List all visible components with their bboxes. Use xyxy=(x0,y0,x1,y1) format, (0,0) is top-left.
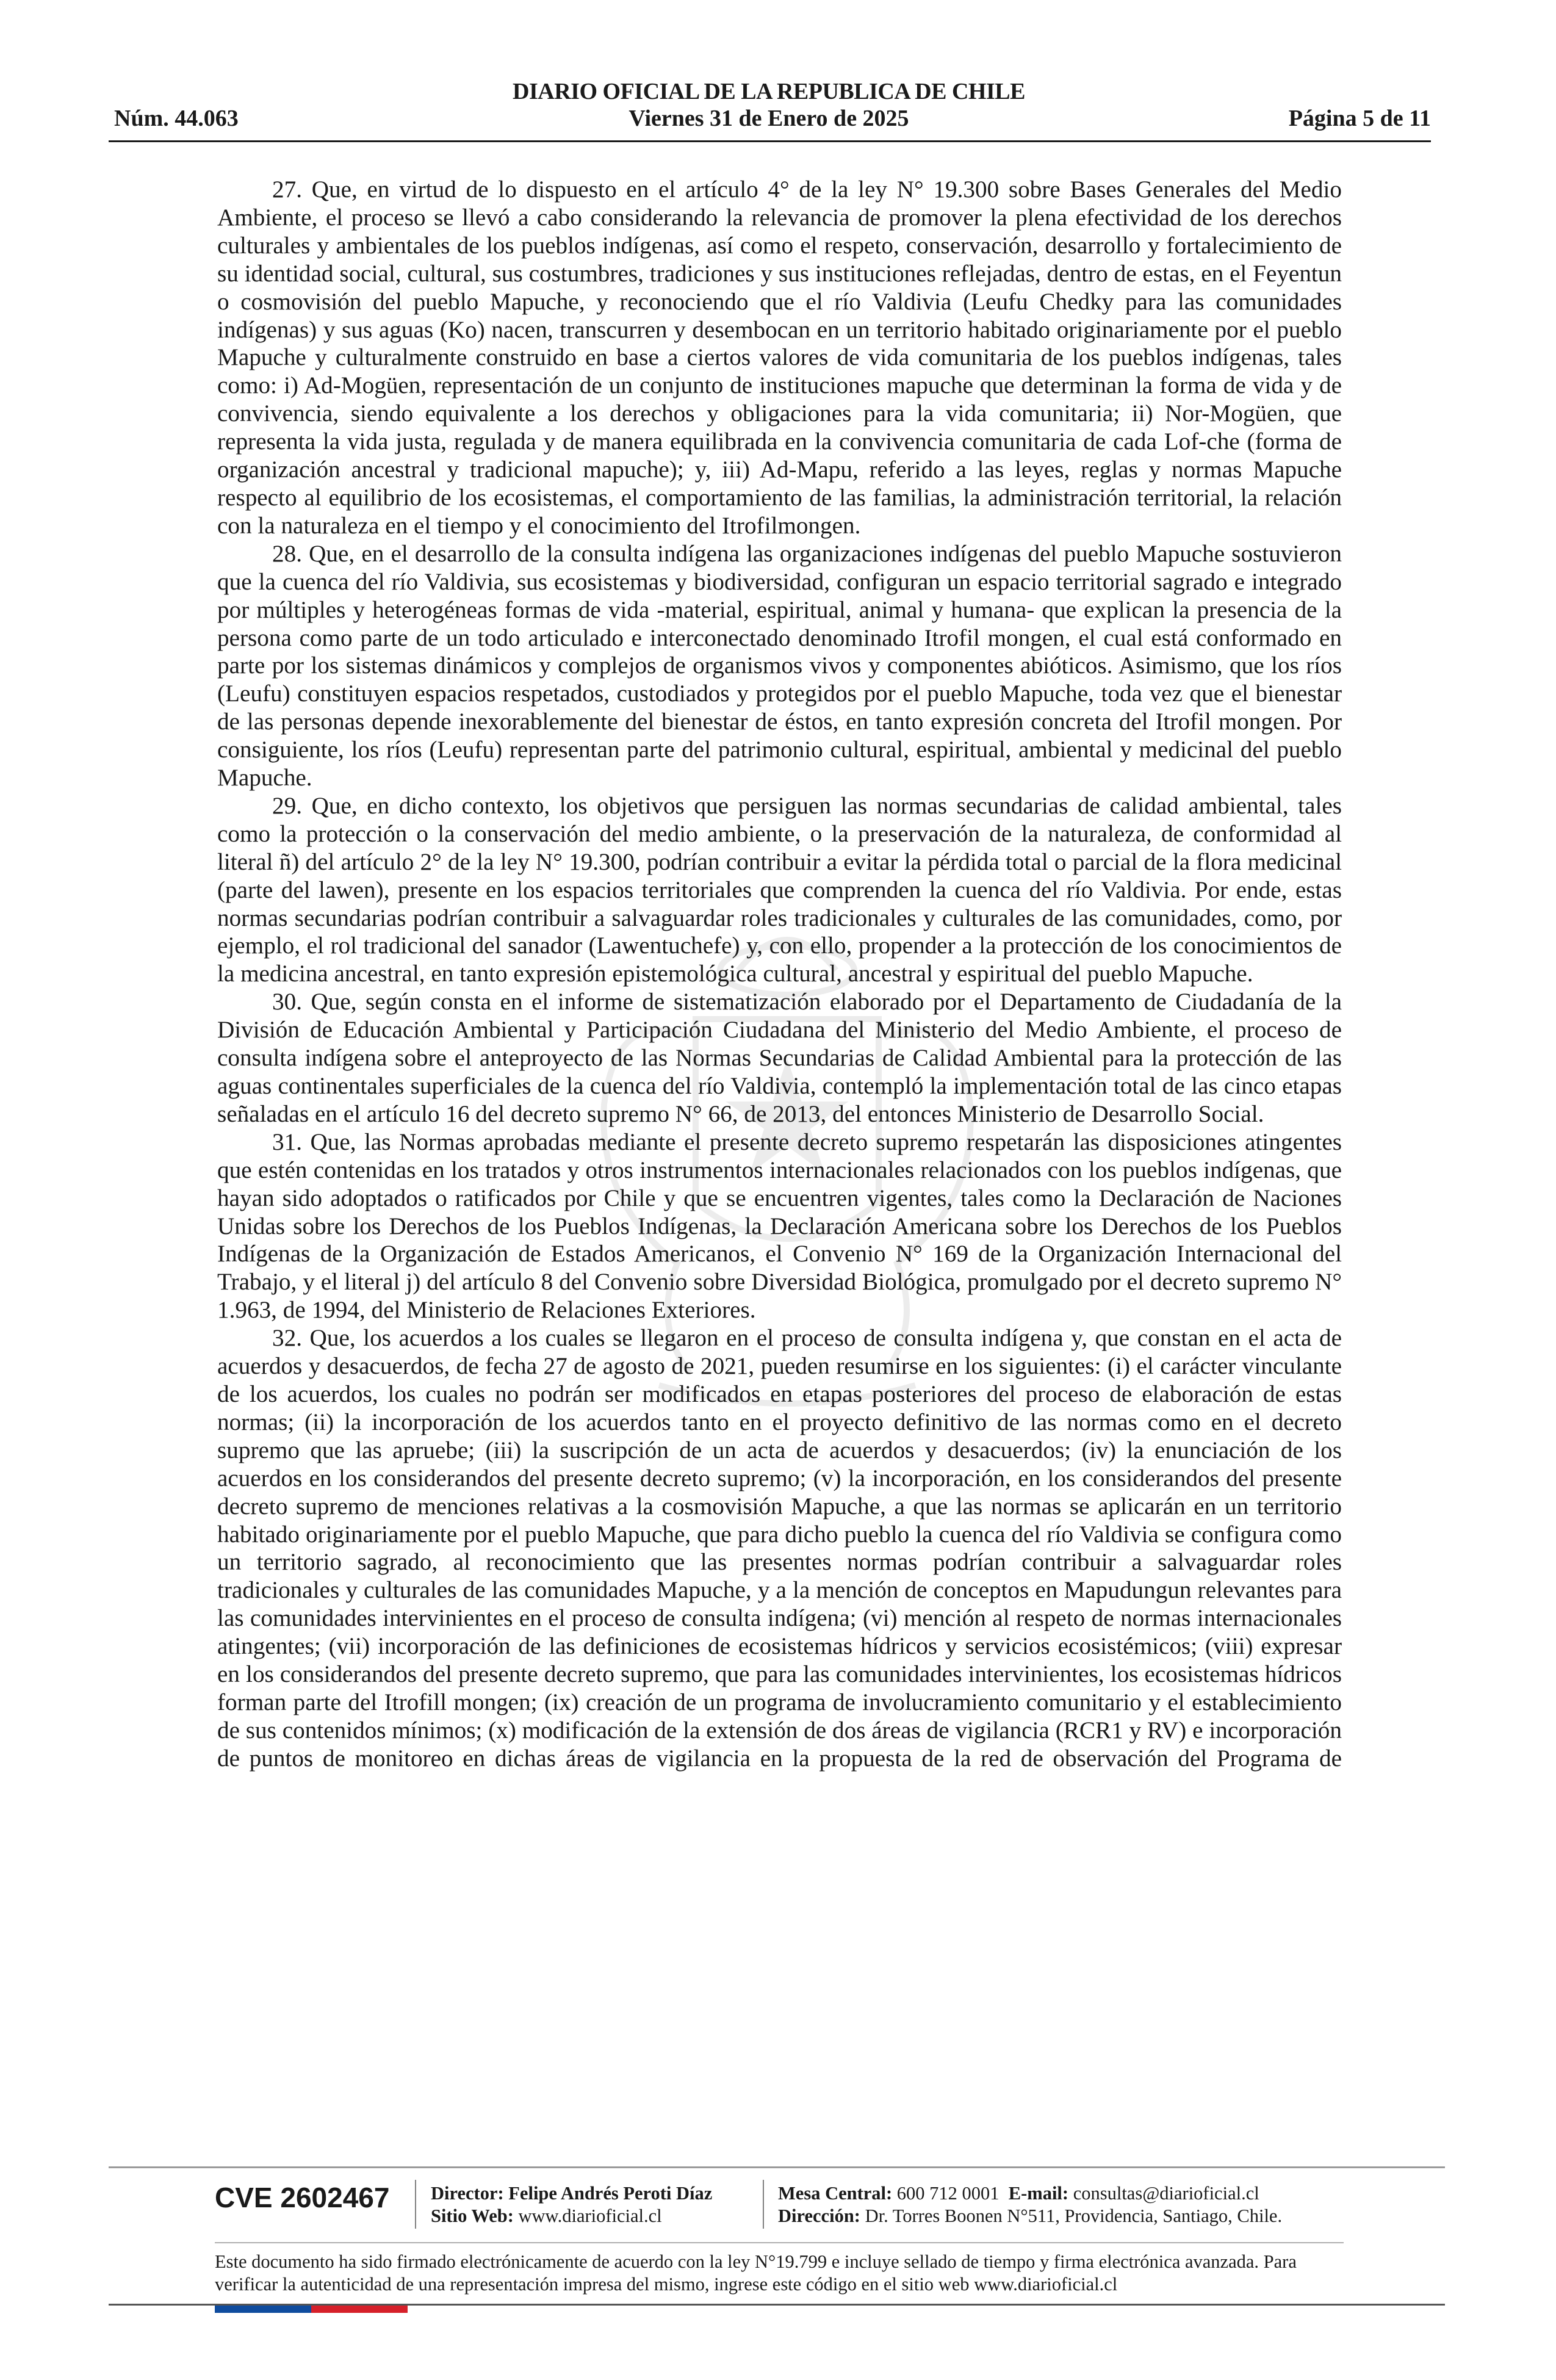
email-link[interactable]: consultas@diarioficial.cl xyxy=(1073,2183,1259,2204)
footer-separator xyxy=(763,2180,764,2229)
considerando-28: 28. Que, en el desarrollo de la consulta indígena las organizaciones indígenas del pueblo Mapuche sostuvieron que la cuenca del río Valdivia, sus ecosistemas y biodiversidad, configuran un espacio territorial sagrado e integrado por múltiples y heterogéneas formas de vida -material, espiritual, animal y humana- que explican la presencia de la persona como parte de un todo articulado e interconectado denominado Itrofil mongen, el cual está conformado en parte por los sistemas dinámicos y complejos de organismos vivos y componentes abióticos. Asimismo, que los ríos (Leufu) constituyen espacios respetados, custodiados y protegidos por el pueblo Mapuche, toda vez que el bienestar de las personas depende inexorablemente del bienestar de éstos, en tanto expresión concreta del Itrofil mongen. Por consiguiente, los ríos (Leufu) representan parte del patrimonio cultural, espiritual, ambiental y medicinal del pueblo Mapuche. xyxy=(217,540,1342,792)
document-body xyxy=(217,176,1342,1773)
footer-divider-mid xyxy=(215,2242,1344,2243)
page-header xyxy=(107,78,1431,136)
issue-number: Núm. 44.063 xyxy=(114,106,239,131)
director-name: Felipe Andrés Peroti Díaz xyxy=(508,2183,713,2204)
issue-date: Viernes 31 de Enero de 2025 xyxy=(629,106,909,131)
considerando-27: 27. Que, en virtud de lo dispuesto en el artículo 4° de la ley N° 19.300 sobre Bases Generales del Medio Ambiente, el proceso se llevó a cabo considerando la relevancia de promover la plena efectividad de los derechos culturales y ambientales de los pueblos indígenas, así como el respeto, conservación, desarrollo y fortalecimiento de su identidad social, cultural, sus costumbres, tradiciones y sus instituciones reflejadas, dentro de estas, en el Feyentun o cosmovisión del pueblo Mapuche, y reconociendo que el río Valdivia (Leufu Chedky para las comunidades indígenas) y sus aguas (Ko) nacen, transcurren y desembocan en un territorio habitado originariamente por el pueblo Mapuche y culturalmente construido en base a ciertos valores de vida comunitaria de los pueblos indígenas, tales como: i) Ad-Mogüen, representación de un conjunto de instituciones mapuche que determinan la forma de vida y de convivencia, siendo equivalente a los derechos y obligaciones para la vida comunitaria; ii) Nor-Mogüen, que representa la vida justa, regulada y de manera equilibrada en la convivencia comunitaria de cada Lof-che (forma de organización ancestral y tradicional mapuche); y, iii) Ad-Mapu, referido a las leyes, reglas y normas Mapuche respecto al equilibrio de los ecosistemas, el comportamiento de las familias, la administración territorial, la relación con la naturaleza en el tiempo y el conocimiento del Itrofilmongen. xyxy=(217,176,1342,539)
flag-stripe-blue xyxy=(215,2306,311,2313)
footer-contact-block xyxy=(778,2182,1282,2227)
address-label: Dirección: xyxy=(778,2205,860,2226)
page-number: Página 5 de 11 xyxy=(1288,106,1431,131)
considerando-30: 30. Que, según consta en el informe de sistematización elaborado por el Departamento de Ciudadanía de la División de Educación Ambiental y Participación Ciudadana del Ministerio del Medio Ambiente, el proceso de consulta indígena sobre el anteproyecto de las Normas Secundarias de Calidad Ambiental para la protección de las aguas continentales superficiales de la cuenca del río Valdivia, contempló la implementación total de las cinco etapas señaladas en el artículo 16 del decreto supremo N° 66, de 2013, del entonces Ministerio de Desarrollo Social. xyxy=(217,989,1342,1127)
cve-code: CVE 2602467 xyxy=(215,2182,390,2213)
considerando-29: 29. Que, en dicho contexto, los objetivos que persiguen las normas secundarias de calidad ambiental, tales como la protección o la conservación del medio ambiente, o la preservación de la naturaleza, de conformidad al literal ñ) del artículo 2° de la ley N° 19.300, podrían contribuir a evitar la pérdida total o parcial de la flora medicinal (parte del lawen), presente en los espacios territoriales que comprenden la cuenca del río Valdivia. Por ende, estas normas secundarias podrían contribuir a salvaguardar roles tradicionales y culturales de las comunidades, como, por ejemplo, el rol tradicional del sanador (Lawentuchefe) y, con ello, propender a la protección de los conocimientos de la medicina ancestral, en tanto expresión epistemológica cultural, ancestral y espiritual del pueblo Mapuche. xyxy=(217,792,1342,987)
considerando-31: 31. Que, las Normas aprobadas mediante el presente decreto supremo respetarán las disposiciones atingentes que estén contenidas en los tratados y otros instrumentos internacionales relacionados con los pueblos indígenas, que hayan sido adoptados o ratificados por Chile y que se encuentren vigentes, tales como la Declaración de Naciones Unidas sobre los Derechos de los Pueblos Indígenas, la Declaración Americana sobre los Derechos de los Pueblos Indígenas de la Organización de Estados Americanos, el Convenio N° 169 de la Organización Internacional del Trabajo, y el literal j) del artículo 8 del Convenio sobre Diversidad Biológica, promulgado por el decreto supremo N° 1.963, de 1994, del Ministerio de Relaciones Exteriores. xyxy=(217,1128,1342,1324)
header-divider xyxy=(109,140,1431,142)
footer-director-block xyxy=(431,2182,712,2227)
footer-divider-top xyxy=(109,2166,1445,2168)
legal-notice: Este documento ha sido firmado electrónicamente de acuerdo con la ley N°19.799 e incluye sellado de tiempo y firma electrónica avanzada. Para verificar la autenticidad de una representación impresa del mismo, ingrese este código en el sitio web www.diarioficial.cl xyxy=(215,2251,1297,2295)
considerando-32: 32. Que, los acuerdos a los cuales se llegaron en el proceso de consulta indígena y, que constan en el acta de acuerdos y desacuerdos, de fecha 27 de agosto de 2021, pueden resumirse en los siguientes: (i) el carácter vinculante de los acuerdos, los cuales no podrán ser modificados en etapas posteriores del proceso de elaboración de estas normas; (ii) la incorporación de los acuerdos tanto en el proyecto definitivo de las normas como en el decreto supremo que las apruebe; (iii) la suscripción de un acta de acuerdos y desacuerdos; (iv) la enunciación de los acuerdos en los considerandos del presente decreto supremo; (v) la incorporación, en los considerandos del presente decreto supremo de menciones relativas a la cosmovisión Mapuche, a que las normas se aplicarán en un territorio habitado originariamente por el pueblo Mapuche, que para dicho pueblo la cuenca del río Valdivia se configura como un territorio sagrado, al reconocimiento que las presentes normas podrían contribuir a salvaguardar roles tradicionales y culturales de las comunidades Mapuche, y a la mención de conceptos en Mapudungun relevantes para las comunidades intervinientes en el proceso de consulta indígena; (vi) mención al respeto de normas internacionales atingentes; (vii) incorporación de las definiciones de ecosistemas hídricos y servicios ecosistémicos; (viii) expresar en los considerandos del presente decreto supremo, que para las comunidades intervinientes, los ecosistemas hídricos forman parte del Itrofill mongen; (ix) creación de un programa de involucramiento comunitario y el establecimiento de sus contenidos mínimos; (x) modificación de la extensión de dos áreas de vigilancia (RCR1 y RV) e incorporación de puntos de monitoreo en dichas áreas de vigilancia en la propuesta de la red de observación del Programa de xyxy=(217,1325,1342,1772)
flag-stripe-red xyxy=(311,2306,408,2313)
address-text: Dr. Torres Boonen N°511, Providencia, Santiago, Chile. xyxy=(865,2205,1283,2226)
phone-number: 600 712 0001 xyxy=(896,2183,1000,2204)
director-label: Director: xyxy=(431,2183,504,2204)
email-label: E-mail: xyxy=(1008,2183,1069,2204)
footer-separator xyxy=(415,2180,416,2229)
publication-title: DIARIO OFICIAL DE LA REPUBLICA DE CHILE xyxy=(513,79,1025,104)
website-label: Sitio Web: xyxy=(431,2205,514,2226)
phone-label: Mesa Central: xyxy=(778,2183,893,2204)
website-link[interactable]: www.diarioficial.cl xyxy=(518,2205,662,2226)
